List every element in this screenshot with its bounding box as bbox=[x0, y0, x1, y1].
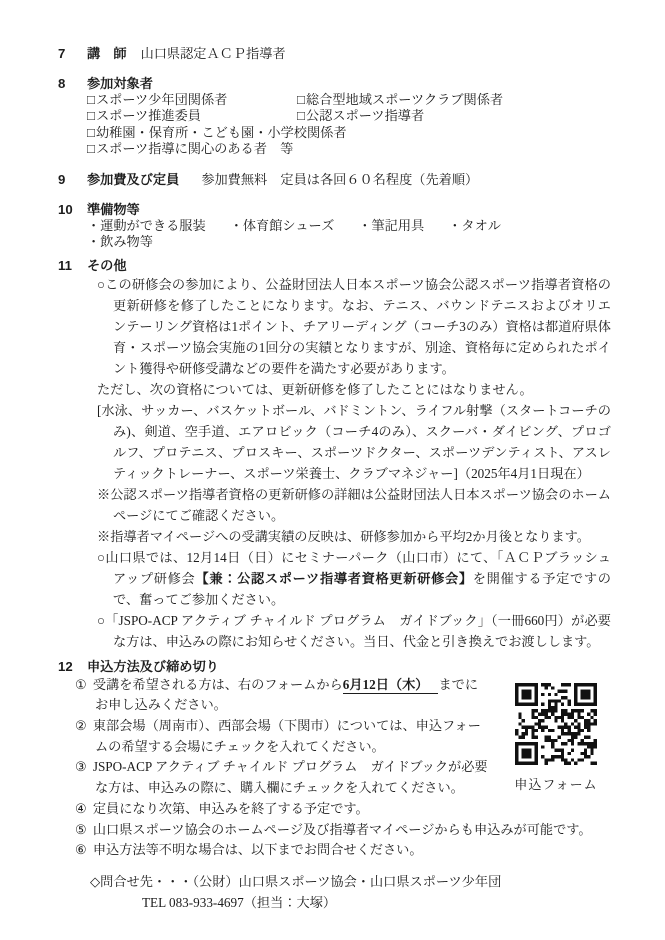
qr-code-label: 申込フォーム bbox=[514, 777, 598, 793]
step-number: ① bbox=[75, 676, 87, 692]
application-step bbox=[75, 820, 611, 841]
participant-checkbox-list bbox=[87, 92, 611, 157]
section-title-instructor: 講 師 bbox=[87, 46, 127, 61]
note-paragraph bbox=[97, 400, 611, 484]
item-to-bring: ・運動ができる服装 bbox=[87, 218, 206, 234]
step-number: ④ bbox=[75, 800, 87, 816]
section-number: 10 bbox=[58, 202, 73, 218]
text-run: 「JSPO-ACP アクティブ チャイルド プログラム ガイドブック」（一冊660円）が必要な方は、申込みの際にお知らせください。当日、代金と引き換えでお渡しします。 bbox=[105, 612, 611, 649]
section-application bbox=[56, 658, 611, 861]
instructor-value: 山口県認定ＡＣＰ指導者 bbox=[140, 46, 286, 61]
text-run: この研修会の参加により、公益財団法人日本スポーツ協会公認スポーツ指導者資格の更新研修を修了したことになります。なお、テニス、バウンドテニスおよびオリエンテーリング資格は1ポイント、チアリーディング（コーチ3のみ）資格は都道府県体育・スポーツ協会実施の1回分の実績となりますが、別途、資格毎に定められたポイント獲得や研修受講などの要件を満たす必要があります。 bbox=[105, 276, 611, 376]
contact-phone: TEL 083-933-4697（担当：大塚） bbox=[142, 895, 337, 911]
checkbox-row bbox=[87, 92, 611, 108]
text-run: 山口県スポーツ協会のホームページ及び指導者マイページからも申込みが可能です。 bbox=[92, 821, 592, 837]
note-paragraph bbox=[97, 484, 611, 526]
application-step bbox=[75, 799, 611, 820]
checkbox-label: 公認スポーツ指導者 bbox=[305, 108, 425, 124]
section-number: 8 bbox=[58, 76, 66, 91]
item-to-bring: ・タオル bbox=[448, 218, 501, 234]
paragraph-marker: ○ bbox=[97, 549, 106, 565]
text-run: JSPO-ACP アクティブ チャイルド プログラム ガイドブックが必要な方は、申込みの際に、購入欄にチェックを入れてください。 bbox=[92, 759, 488, 796]
checkbox-label: スポーツ指導に関心のある者 等 bbox=[95, 140, 294, 156]
step-number: ③ bbox=[75, 759, 87, 775]
note-paragraph bbox=[97, 379, 611, 400]
application-step bbox=[75, 840, 611, 861]
checkbox-item bbox=[87, 108, 297, 124]
checkbox-label: スポーツ少年団関係者 bbox=[95, 92, 228, 107]
checkbox-row bbox=[87, 141, 611, 157]
other-notes bbox=[97, 274, 611, 652]
item-to-bring: ・体育館シューズ bbox=[229, 218, 335, 234]
text-run: までにお申し込みください。 bbox=[95, 676, 479, 713]
paragraph-marker: ○ bbox=[97, 612, 106, 628]
checkbox-label: スポーツ推進委員 bbox=[95, 108, 201, 124]
section-number: 7 bbox=[58, 46, 66, 61]
checkbox-label: 総合型地域スポーツクラブ関係者 bbox=[305, 92, 504, 107]
item-to-bring: ・筆記用具 bbox=[358, 218, 425, 234]
checkbox-icon: □ bbox=[297, 92, 305, 107]
checkbox-item bbox=[87, 92, 297, 108]
note-paragraph bbox=[97, 547, 611, 610]
application-steps bbox=[75, 675, 611, 861]
paragraph-marker: ※ bbox=[97, 528, 111, 544]
qr-code-image bbox=[515, 683, 597, 765]
text-run: 公認スポーツ指導者資格の更新研修の詳細は公益財団法人日本スポーツ協会のホームページにてご確認ください。 bbox=[110, 486, 611, 523]
checkbox-row bbox=[87, 108, 611, 124]
step-number: ② bbox=[75, 718, 87, 733]
text-run: 山口県では、12月14日（日）にセミナーパーク（山口市）にて、「ＡＣＰブラッシュアップ研修会 bbox=[105, 549, 611, 586]
text-run: ただし、次の資格については、更新研修を修了したことにはなりません。 bbox=[97, 381, 533, 397]
text-run: 申込方法等不明な場合は、以下までお問合せください。 bbox=[92, 842, 423, 858]
section-number: 9 bbox=[58, 172, 66, 188]
checkbox-row bbox=[87, 125, 611, 141]
step-number: ⑤ bbox=[75, 821, 87, 837]
section-title-fee: 参加費及び定員 bbox=[87, 172, 180, 188]
items-to-bring-line2: ・飲み物等 bbox=[87, 234, 153, 250]
emphasized-text: 6月12日（木） bbox=[343, 677, 439, 694]
checkbox-item bbox=[297, 108, 424, 124]
checkbox-item bbox=[87, 141, 293, 157]
section-participants bbox=[56, 75, 611, 157]
checkbox-label: 幼稚園・保育所・こども園・小学校関係者 bbox=[95, 124, 347, 140]
paragraph-marker: ※ bbox=[97, 486, 111, 502]
section-title-items: 準備物等 bbox=[87, 202, 140, 218]
emphasized-text: 【兼：公認スポーツ指導者資格更新研修会】 bbox=[195, 570, 473, 586]
text-run: 東部会場（周南市）、西部会場（下関市）については、申込フォームの希望する会場にチェックを入れてください。 bbox=[92, 718, 481, 754]
note-paragraph bbox=[97, 526, 611, 547]
section-fee-capacity bbox=[56, 171, 611, 188]
text-run: を開催する予定ですので、奮ってご参加ください。 bbox=[113, 570, 611, 607]
section-title-other: その他 bbox=[87, 257, 127, 273]
contact-block bbox=[90, 871, 611, 914]
checkbox-icon: □ bbox=[297, 108, 305, 124]
section-title-application: 申込方法及び締め切り bbox=[87, 658, 219, 674]
paragraph-marker: ○ bbox=[97, 276, 106, 292]
text-run: 定員になり次第、申込みを終了する予定です。 bbox=[92, 800, 369, 816]
checkbox-item bbox=[87, 125, 347, 141]
checkbox-icon: □ bbox=[87, 108, 95, 124]
items-to-bring-row bbox=[87, 218, 611, 234]
checkbox-icon: □ bbox=[87, 140, 95, 156]
text-run: [水泳、サッカー、バスケットボール、バドミントン、ライフル射撃（スタートコーチのみ)、剣道、空手道、エアロビック（コーチ4のみ）、スクーバ・ダイビング、プロゴルフ、プロテニス、プロスキー、スポーツドクター、スポーツデンティスト、アスレティックトレーナー、スポーツ栄養士、クラブマネジャー]（2025年4月1日現在） bbox=[97, 402, 611, 481]
note-paragraph bbox=[97, 610, 611, 652]
section-other bbox=[56, 257, 611, 652]
section-number: 12 bbox=[58, 658, 73, 674]
checkbox-icon: □ bbox=[87, 92, 95, 107]
section-instructor bbox=[56, 45, 611, 62]
application-qr-block bbox=[501, 683, 611, 794]
section-number: 11 bbox=[58, 257, 72, 273]
checkbox-item bbox=[297, 92, 503, 108]
text-run: 指導者マイページへの受講実績の反映は、研修参加から平均2か月後となります。 bbox=[110, 528, 590, 544]
contact-line: ◇問合せ先・・・（公財）山口県スポーツ協会・山口県スポーツ少年団 bbox=[90, 873, 502, 889]
fee-capacity-value: 参加費無料 定員は各回６０名程度（先着順） bbox=[201, 172, 479, 188]
text-run: 受講を希望される方は、右のフォームから bbox=[92, 676, 343, 692]
step-number: ⑥ bbox=[75, 842, 87, 858]
note-paragraph bbox=[97, 274, 611, 379]
checkbox-icon: □ bbox=[87, 124, 95, 140]
section-title-participants: 参加対象者 bbox=[87, 76, 153, 91]
section-items-to-bring bbox=[56, 201, 611, 250]
